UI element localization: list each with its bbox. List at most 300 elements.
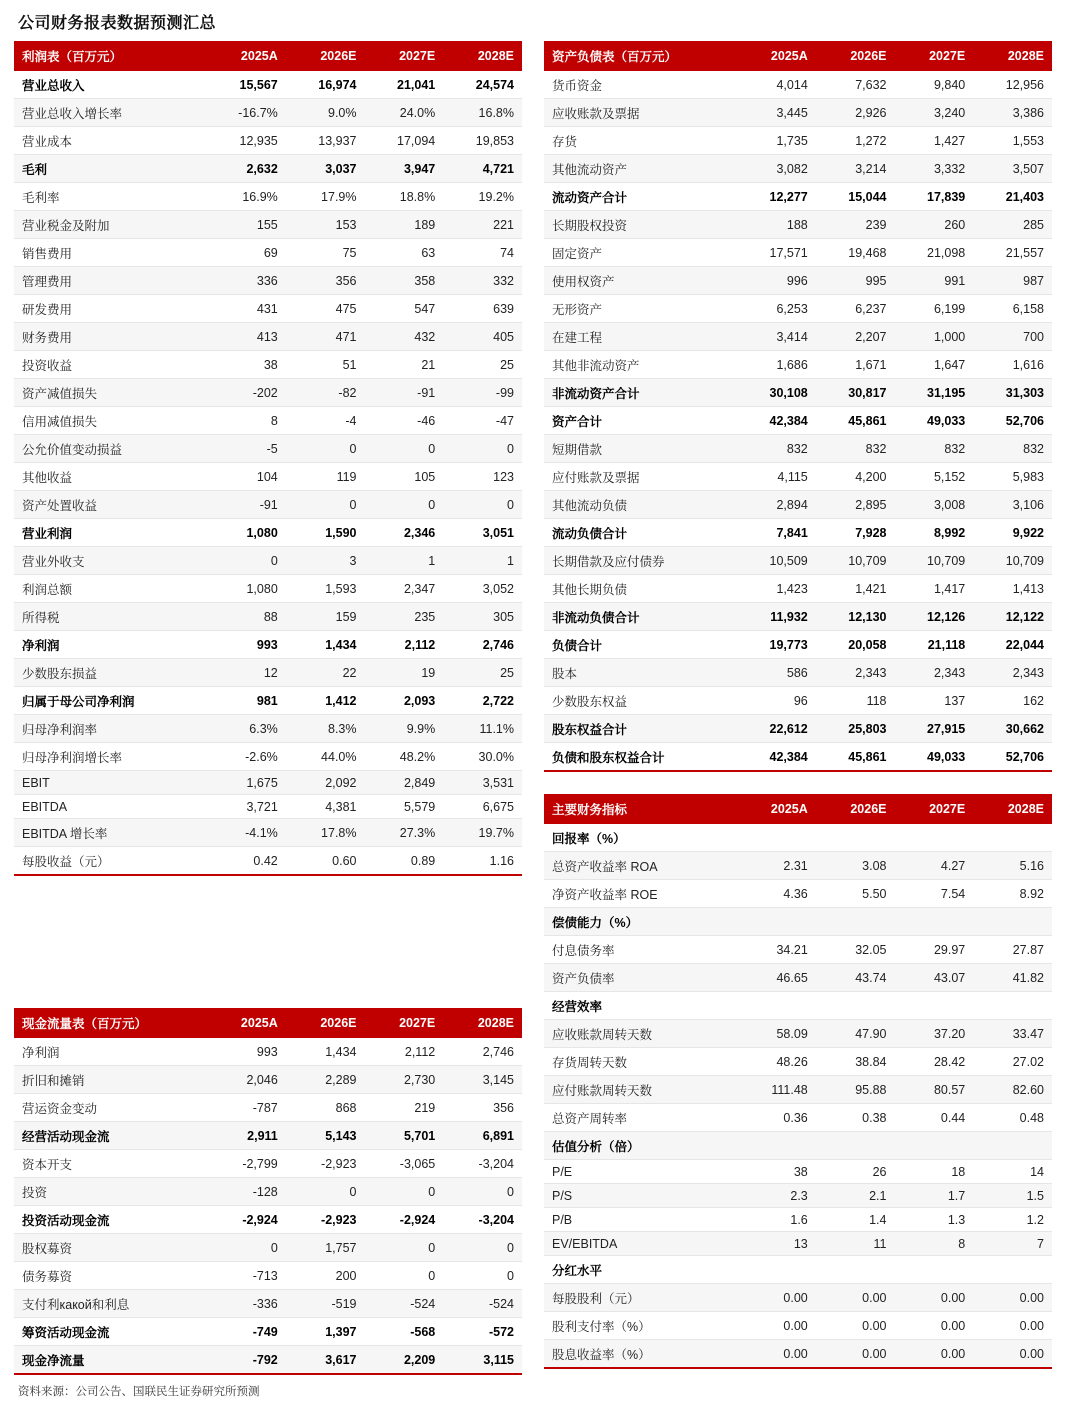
row-value: 987 (973, 267, 1052, 295)
row-value (737, 908, 816, 936)
row-label: 应收账款周转天数 (544, 1020, 737, 1048)
row-value: 6.3% (207, 715, 286, 743)
right-column (544, 41, 1052, 1369)
table-row (14, 239, 522, 267)
table-row (544, 1104, 1052, 1132)
row-value: -2,924 (365, 1206, 444, 1234)
row-value: 1,412 (286, 687, 365, 715)
row-value: 993 (207, 631, 286, 659)
table-header-row (14, 41, 522, 71)
row-value: 2,849 (365, 771, 444, 795)
row-label: 负债合计 (544, 631, 737, 659)
row-value: 104 (207, 463, 286, 491)
column-header-year: 2026E (286, 1008, 365, 1038)
row-label: 投资活动现金流 (14, 1206, 207, 1234)
table-row (14, 1122, 522, 1150)
table-row (544, 155, 1052, 183)
row-label: P/S (544, 1184, 737, 1208)
table-row (14, 743, 522, 771)
row-value: 3,531 (443, 771, 522, 795)
row-value: 3,115 (443, 1346, 522, 1375)
row-value: 19,773 (737, 631, 816, 659)
income-statement-table (14, 41, 522, 876)
row-label: 现金净流量 (14, 1346, 207, 1375)
column-header-year: 2027E (895, 794, 974, 824)
row-value: 80.57 (895, 1076, 974, 1104)
table-row (14, 463, 522, 491)
row-value: 33.47 (973, 1020, 1052, 1048)
table-row (544, 295, 1052, 323)
row-value: 1.7 (895, 1184, 974, 1208)
row-value: 3,445 (737, 99, 816, 127)
row-value: 471 (286, 323, 365, 351)
row-value: 49,033 (895, 407, 974, 435)
row-value: 868 (286, 1094, 365, 1122)
row-value: 0.00 (737, 1340, 816, 1369)
row-label: 应付账款周转天数 (544, 1076, 737, 1104)
row-value: 30,108 (737, 379, 816, 407)
row-value: 3,214 (816, 155, 895, 183)
table-row (14, 1262, 522, 1290)
row-value: 2,112 (365, 1038, 444, 1066)
row-value: 0 (443, 1262, 522, 1290)
row-value: 1,421 (816, 575, 895, 603)
row-value: 3 (286, 547, 365, 575)
row-value: 27.02 (973, 1048, 1052, 1076)
table-row (14, 1206, 522, 1234)
table-row (544, 351, 1052, 379)
row-value: 0.36 (737, 1104, 816, 1132)
row-label: 估值分析（倍） (544, 1132, 737, 1160)
row-value: 12,126 (895, 603, 974, 631)
table-row (544, 379, 1052, 407)
row-value: -2,923 (286, 1150, 365, 1178)
row-value: 25,803 (816, 715, 895, 743)
row-value (973, 1132, 1052, 1160)
row-label: EV/EBITDA (544, 1232, 737, 1256)
table-row (14, 407, 522, 435)
row-value: 3,507 (973, 155, 1052, 183)
row-value: 5,143 (286, 1122, 365, 1150)
row-value: 1.3 (895, 1208, 974, 1232)
table-row (544, 547, 1052, 575)
row-label: 营业总收入 (14, 71, 207, 99)
row-value: 995 (816, 267, 895, 295)
row-value: 10,709 (973, 547, 1052, 575)
row-value: 6,675 (443, 795, 522, 819)
row-value: 1 (365, 547, 444, 575)
row-value: 431 (207, 295, 286, 323)
row-value: 123 (443, 463, 522, 491)
row-value: 0 (365, 1178, 444, 1206)
row-value: 235 (365, 603, 444, 631)
row-value: 7,841 (737, 519, 816, 547)
row-value: 30.0% (443, 743, 522, 771)
row-value: 12,130 (816, 603, 895, 631)
row-label: 支付利какой和利息 (14, 1290, 207, 1318)
row-value: -524 (443, 1290, 522, 1318)
table-row (544, 1020, 1052, 1048)
row-value: 0.00 (816, 1312, 895, 1340)
row-value: 0 (286, 435, 365, 463)
table-row (14, 379, 522, 407)
row-value: 0.00 (816, 1284, 895, 1312)
row-label: 长期股权投资 (544, 211, 737, 239)
row-value: 42,384 (737, 407, 816, 435)
column-header-label: 资产负债表（百万元） (544, 41, 737, 71)
row-label: 非流动资产合计 (544, 379, 737, 407)
row-value: 14 (973, 1160, 1052, 1184)
row-value: 82.60 (973, 1076, 1052, 1104)
row-label: 净利润 (14, 1038, 207, 1066)
row-value: 9.9% (365, 715, 444, 743)
row-value: 2,046 (207, 1066, 286, 1094)
table-row (544, 1132, 1052, 1160)
row-value (737, 1256, 816, 1284)
row-label: 营业利润 (14, 519, 207, 547)
table-row (544, 964, 1052, 992)
row-value: 5,983 (973, 463, 1052, 491)
row-value: 832 (973, 435, 1052, 463)
row-label: 分红水平 (544, 1256, 737, 1284)
row-value: 42,384 (737, 743, 816, 772)
row-value: 1,080 (207, 519, 286, 547)
row-value: 547 (365, 295, 444, 323)
row-label: 股本 (544, 659, 737, 687)
row-value: 10,709 (895, 547, 974, 575)
row-value (816, 908, 895, 936)
table-row (14, 1318, 522, 1346)
row-value: -787 (207, 1094, 286, 1122)
row-label: 短期借款 (544, 435, 737, 463)
row-value (895, 908, 974, 936)
row-value: 52,706 (973, 743, 1052, 772)
row-label: 销售费用 (14, 239, 207, 267)
row-value: 356 (286, 267, 365, 295)
row-value: 31,195 (895, 379, 974, 407)
row-value: 63 (365, 239, 444, 267)
table-row (14, 127, 522, 155)
row-value: 981 (207, 687, 286, 715)
row-value: 24,574 (443, 71, 522, 99)
row-value: 26 (816, 1160, 895, 1184)
table-row (544, 631, 1052, 659)
row-value: 7,928 (816, 519, 895, 547)
table-row (544, 127, 1052, 155)
table-row (14, 659, 522, 687)
row-value: 1,397 (286, 1318, 365, 1346)
row-value: 45,861 (816, 743, 895, 772)
row-value: 12,277 (737, 183, 816, 211)
row-value (737, 824, 816, 852)
table-header-row (544, 41, 1052, 71)
row-value: 111.48 (737, 1076, 816, 1104)
row-label: 管理费用 (14, 267, 207, 295)
table-row (14, 435, 522, 463)
row-value: 12,122 (973, 603, 1052, 631)
row-value: 11,932 (737, 603, 816, 631)
row-value: 0.44 (895, 1104, 974, 1132)
row-value: 2,093 (365, 687, 444, 715)
row-value: 47.90 (816, 1020, 895, 1048)
row-value: 5,701 (365, 1122, 444, 1150)
row-value: 12,956 (973, 71, 1052, 99)
row-value: 285 (973, 211, 1052, 239)
row-value: 7 (973, 1232, 1052, 1256)
row-value: 2,895 (816, 491, 895, 519)
row-value: 43.07 (895, 964, 974, 992)
row-value: 0 (443, 1234, 522, 1262)
row-value: 13,937 (286, 127, 365, 155)
row-value: 16,974 (286, 71, 365, 99)
row-value: 5,579 (365, 795, 444, 819)
row-value: 2.31 (737, 852, 816, 880)
row-label: 资产负债率 (544, 964, 737, 992)
row-value: 1,417 (895, 575, 974, 603)
row-value: 1,593 (286, 575, 365, 603)
row-value: 30,817 (816, 379, 895, 407)
row-value: 69 (207, 239, 286, 267)
row-value: 4,115 (737, 463, 816, 491)
row-value: 28.42 (895, 1048, 974, 1076)
row-value: 832 (737, 435, 816, 463)
row-label: 存货 (544, 127, 737, 155)
row-value: -91 (207, 491, 286, 519)
row-label: 存货周转天数 (544, 1048, 737, 1076)
row-value: 49,033 (895, 743, 974, 772)
table-row (14, 575, 522, 603)
row-value: -2,799 (207, 1150, 286, 1178)
row-value: 586 (737, 659, 816, 687)
row-value (737, 992, 816, 1020)
row-label: 流动负债合计 (544, 519, 737, 547)
row-label: 营业成本 (14, 127, 207, 155)
row-value: 27,915 (895, 715, 974, 743)
row-label: 应付账款及票据 (544, 463, 737, 491)
row-value: 188 (737, 211, 816, 239)
row-value: 3,037 (286, 155, 365, 183)
row-value: 219 (365, 1094, 444, 1122)
row-label: 其他流动负债 (544, 491, 737, 519)
row-value: -5 (207, 435, 286, 463)
row-label: 股息收益率（%） (544, 1340, 737, 1369)
source-note: 资料来源：公司公告、国联民生证券研究所预测 (18, 1386, 260, 1398)
cash-flow-table (14, 1008, 522, 1375)
table-row (544, 1256, 1052, 1284)
row-value: -792 (207, 1346, 286, 1375)
row-value: 0 (365, 1262, 444, 1290)
left-column-spacer (14, 876, 522, 1008)
row-label: 其他收益 (14, 463, 207, 491)
table-header-row (14, 1008, 522, 1038)
row-value: 1 (443, 547, 522, 575)
row-value: 10,509 (737, 547, 816, 575)
row-value: 2,092 (286, 771, 365, 795)
row-value: -99 (443, 379, 522, 407)
row-value: 15,044 (816, 183, 895, 211)
table-row (544, 519, 1052, 547)
row-value: 2,730 (365, 1066, 444, 1094)
table-row (544, 323, 1052, 351)
row-value: 11.1% (443, 715, 522, 743)
key-metrics-table (544, 794, 1052, 1369)
row-label: 少数股东权益 (544, 687, 737, 715)
row-label: 经营效率 (544, 992, 737, 1020)
column-header-year: 2025A (737, 41, 816, 71)
row-value: 2,346 (365, 519, 444, 547)
column-header-year: 2027E (365, 41, 444, 71)
row-value: 19.2% (443, 183, 522, 211)
row-value: 2,207 (816, 323, 895, 351)
row-label: 资产合计 (544, 407, 737, 435)
row-label: 营业外收支 (14, 547, 207, 575)
row-value: 48.2% (365, 743, 444, 771)
row-value: 2,894 (737, 491, 816, 519)
row-value: 32.05 (816, 936, 895, 964)
row-value: 37.20 (895, 1020, 974, 1048)
row-value: 3,414 (737, 323, 816, 351)
row-value: 137 (895, 687, 974, 715)
row-label: 营业总收入增长率 (14, 99, 207, 127)
row-value: 332 (443, 267, 522, 295)
row-value: 13 (737, 1232, 816, 1256)
table-row (544, 992, 1052, 1020)
row-value: 1,423 (737, 575, 816, 603)
row-value: 0 (286, 1178, 365, 1206)
row-value (816, 992, 895, 1020)
row-value: 48.26 (737, 1048, 816, 1076)
table-row (14, 155, 522, 183)
row-value: 45,861 (816, 407, 895, 435)
table-row (544, 183, 1052, 211)
table-row (544, 1284, 1052, 1312)
row-value: 15,567 (207, 71, 286, 99)
row-label: EBITDA 增长率 (14, 819, 207, 847)
row-value: 17,094 (365, 127, 444, 155)
row-value: 3,008 (895, 491, 974, 519)
row-value: 189 (365, 211, 444, 239)
table-row (14, 819, 522, 847)
row-value: 6,891 (443, 1122, 522, 1150)
row-value: 20,058 (816, 631, 895, 659)
row-label: 利润总额 (14, 575, 207, 603)
row-value: 832 (895, 435, 974, 463)
row-value: 700 (973, 323, 1052, 351)
row-value: 153 (286, 211, 365, 239)
table-row (14, 295, 522, 323)
row-value (816, 1256, 895, 1284)
row-value: 1.16 (443, 847, 522, 876)
table-row (544, 824, 1052, 852)
row-label: 长期借款及应付债券 (544, 547, 737, 575)
row-value: 6,158 (973, 295, 1052, 323)
row-value: -91 (365, 379, 444, 407)
table-row (544, 435, 1052, 463)
row-value: 75 (286, 239, 365, 267)
table-row (14, 1346, 522, 1375)
row-label: 所得税 (14, 603, 207, 631)
row-value: 4.27 (895, 852, 974, 880)
row-value: 2.3 (737, 1184, 816, 1208)
table-row (544, 1048, 1052, 1076)
row-label: 资本开支 (14, 1150, 207, 1178)
row-value: 22 (286, 659, 365, 687)
row-value: 0 (365, 491, 444, 519)
row-label: 资产处置收益 (14, 491, 207, 519)
row-value: 996 (737, 267, 816, 295)
table-row (14, 1290, 522, 1318)
column-header-year: 2026E (286, 41, 365, 71)
row-value: 0.00 (973, 1340, 1052, 1369)
row-label: EBIT (14, 771, 207, 795)
row-label: 回报率（%） (544, 824, 737, 852)
row-value: 1,427 (895, 127, 974, 155)
row-value: 21,098 (895, 239, 974, 267)
row-value: 3,947 (365, 155, 444, 183)
row-value: 29.97 (895, 936, 974, 964)
row-value: -16.7% (207, 99, 286, 127)
row-value (737, 1132, 816, 1160)
row-value: 6,253 (737, 295, 816, 323)
row-label: 营运资金变动 (14, 1094, 207, 1122)
row-label: 信用减值损失 (14, 407, 207, 435)
row-value: 1,757 (286, 1234, 365, 1262)
row-label: 投资 (14, 1178, 207, 1206)
row-value: 2,746 (443, 1038, 522, 1066)
row-value: 221 (443, 211, 522, 239)
table-row (544, 463, 1052, 491)
row-value: -128 (207, 1178, 286, 1206)
table-row (544, 211, 1052, 239)
table-row (14, 1066, 522, 1094)
row-value: 162 (973, 687, 1052, 715)
table-row (14, 795, 522, 819)
row-value: 413 (207, 323, 286, 351)
column-header-year: 2025A (207, 1008, 286, 1038)
row-label: 净利润 (14, 631, 207, 659)
row-value: 24.0% (365, 99, 444, 127)
table-row (544, 1208, 1052, 1232)
row-value: 46.65 (737, 964, 816, 992)
row-value (895, 1132, 974, 1160)
row-value: 0.00 (895, 1284, 974, 1312)
table-row (14, 687, 522, 715)
row-value: -713 (207, 1262, 286, 1290)
row-value: 19,853 (443, 127, 522, 155)
table-row (544, 1076, 1052, 1104)
row-value: 31,303 (973, 379, 1052, 407)
row-value: 2,209 (365, 1346, 444, 1375)
row-label: 流动资产合计 (544, 183, 737, 211)
row-value: 475 (286, 295, 365, 323)
row-value: 0.38 (816, 1104, 895, 1132)
row-label: 归属于母公司净利润 (14, 687, 207, 715)
row-value (973, 992, 1052, 1020)
row-label: 无形资产 (544, 295, 737, 323)
row-value: 832 (816, 435, 895, 463)
row-value: 0.00 (737, 1284, 816, 1312)
row-value: -524 (365, 1290, 444, 1318)
row-value: 7,632 (816, 71, 895, 99)
row-value: 0 (207, 1234, 286, 1262)
row-value: 96 (737, 687, 816, 715)
row-value: 0 (286, 491, 365, 519)
row-value (816, 824, 895, 852)
row-label: P/B (544, 1208, 737, 1232)
table-row (544, 908, 1052, 936)
row-label: 投资收益 (14, 351, 207, 379)
table-row (14, 99, 522, 127)
